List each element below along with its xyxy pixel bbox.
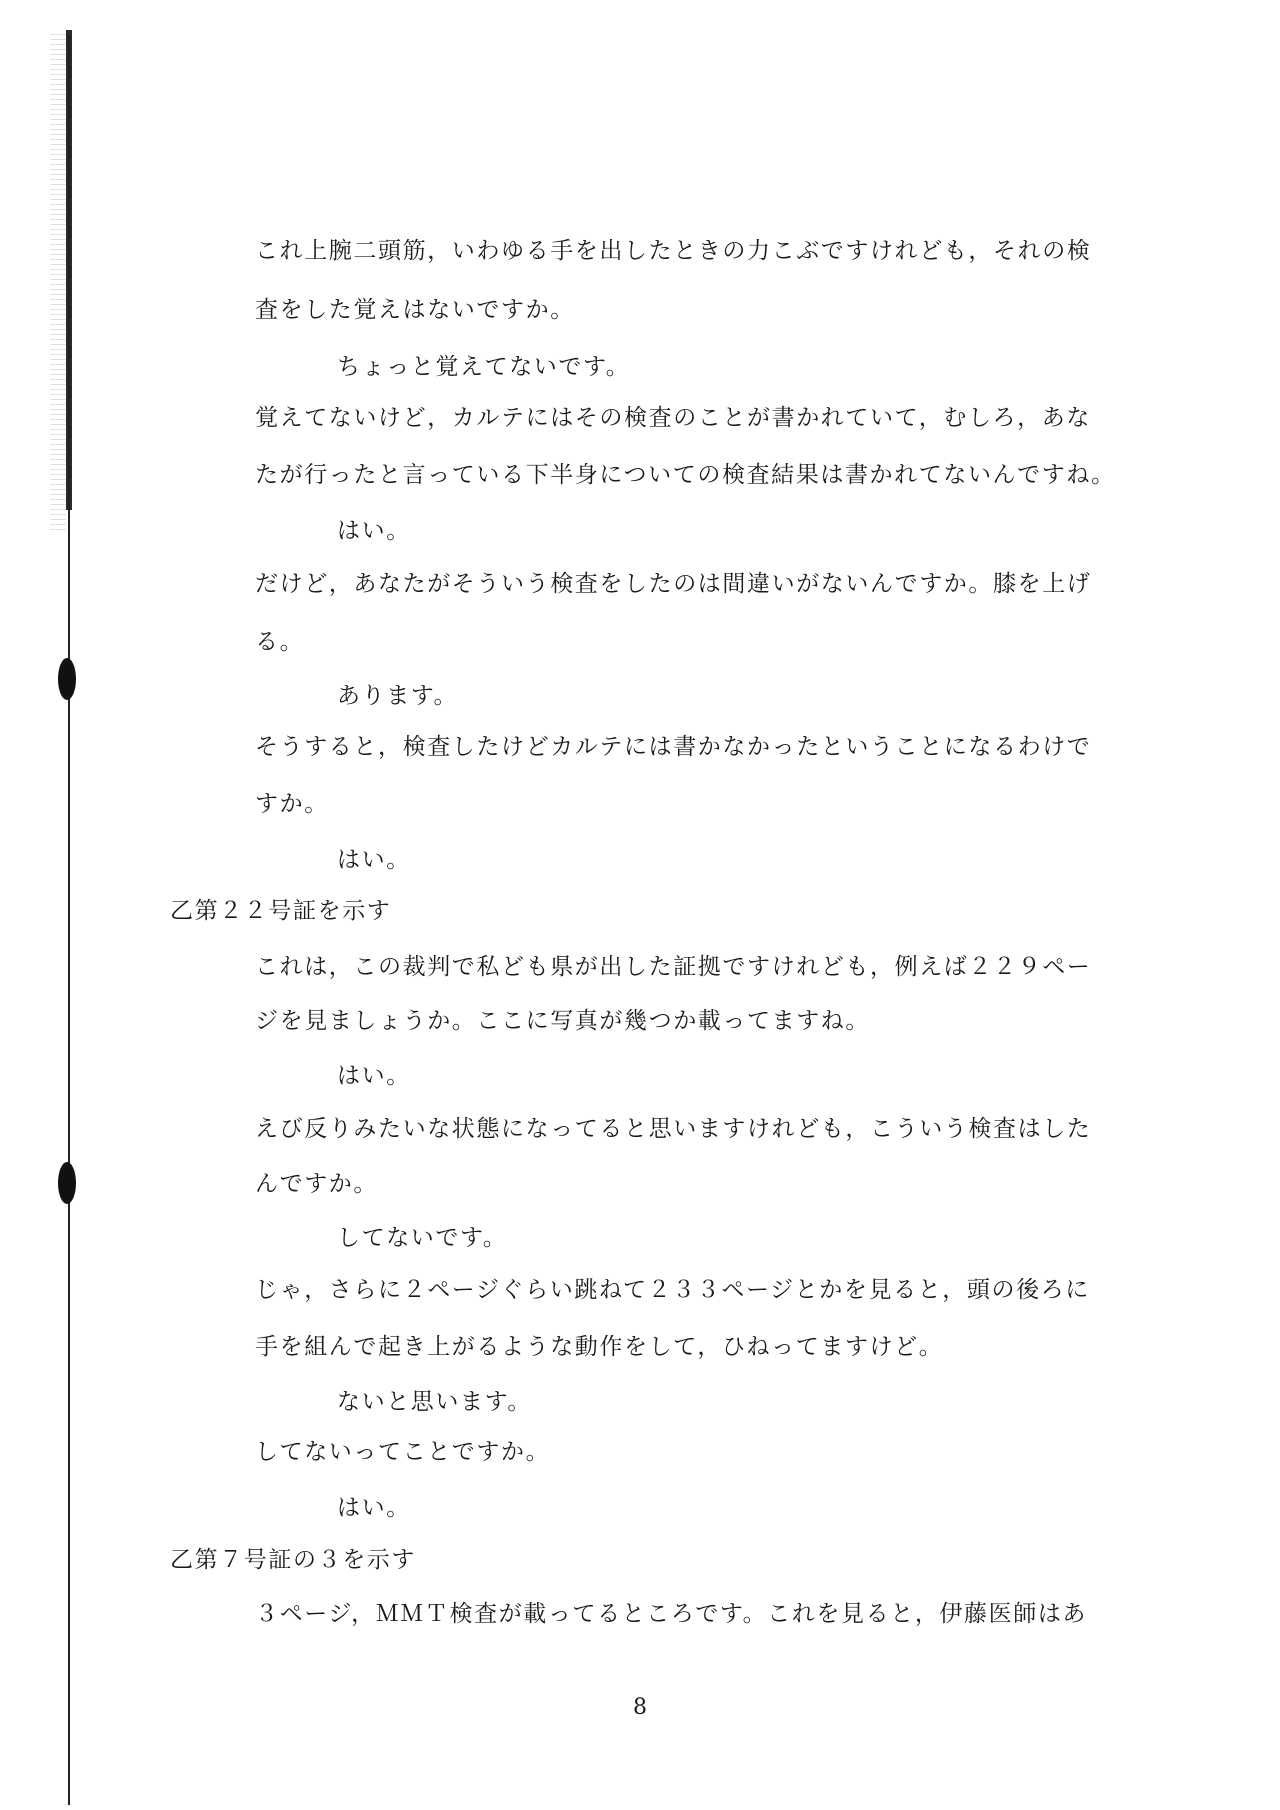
punch-hole-lower xyxy=(58,1162,76,1204)
exhibit-heading: 乙第７号証の３を示す xyxy=(170,1547,416,1573)
question-line: ３ページ，ＭＭＴ検査が載ってるところです。これを見ると，伊藤医師はあ xyxy=(255,1601,1088,1627)
question-line: たが行ったと言っている下半身についての検査結果は書かれてないんですね。 xyxy=(255,462,1116,488)
question-line: すか。 xyxy=(255,791,329,817)
question-line: じゃ，さらに２ページぐらい跳ねて２３３ページとかを見ると，頭の後ろに xyxy=(255,1277,1090,1303)
question-line: これは，この裁判で私ども県が出した証拠ですけれども，例えば２２９ペー xyxy=(255,954,1092,980)
binding-edge xyxy=(50,30,66,1810)
question-line: えび反りみたいな状態になってると思いますけれども，こういう検査はした xyxy=(255,1116,1092,1142)
binding-rule xyxy=(68,35,70,1805)
answer-line: はい。 xyxy=(337,1495,411,1521)
question-line: る。 xyxy=(255,629,305,655)
question-line: 査をした覚えはないですか。 xyxy=(255,297,575,323)
answer-line: はい。 xyxy=(337,518,411,544)
question-line: 手を組んで起き上がるような動作をして，ひねってますけど。 xyxy=(255,1334,944,1360)
question-line: だけど，あなたがそういう検査をしたのは間違いがないんですか。膝を上げ xyxy=(255,571,1092,597)
page-number: 8 xyxy=(633,1695,647,1720)
answer-line: はい。 xyxy=(337,847,411,873)
exhibit-heading: 乙第２２号証を示す xyxy=(170,898,392,924)
question-line: そうすると，検査したけどカルテには書かなかったということになるわけで xyxy=(255,734,1092,760)
punch-hole-upper xyxy=(58,658,76,700)
question-line: んですか。 xyxy=(255,1171,378,1197)
answer-line: ないと思います。 xyxy=(337,1389,532,1415)
question-line: 覚えてないけど，カルテにはその検査のことが書かれていて，むしろ，あな xyxy=(255,405,1091,431)
question-line: ジを見ましょうか。ここに写真が幾つか載ってますね。 xyxy=(255,1008,870,1034)
question-line: してないってことですか。 xyxy=(255,1439,551,1465)
binding-speckle xyxy=(50,30,66,530)
answer-line: はい。 xyxy=(337,1063,411,1089)
answer-line: ちょっと覚えてないです。 xyxy=(337,354,631,380)
question-line: これ上腕二頭筋，いわゆる手を出したときの力こぶですけれども，それの検 xyxy=(255,238,1092,264)
answer-line: してないです。 xyxy=(337,1225,508,1251)
answer-line: あります。 xyxy=(337,683,459,709)
